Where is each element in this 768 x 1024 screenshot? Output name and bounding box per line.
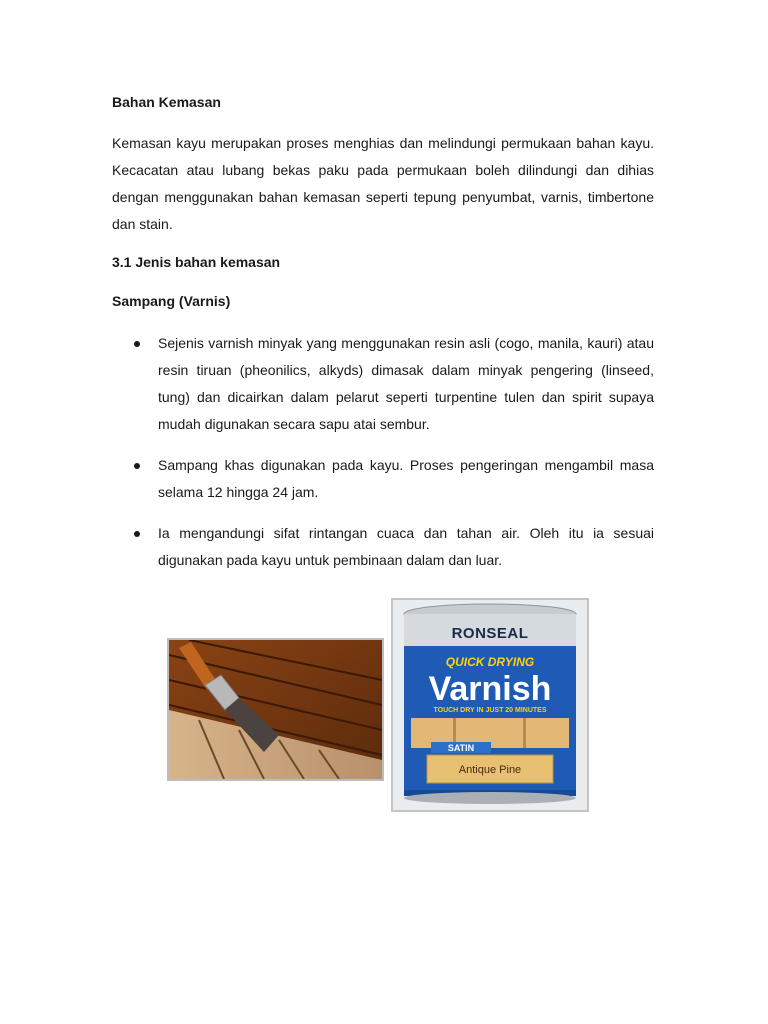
can-quick-drying: QUICK DRYING — [445, 655, 535, 669]
bullet-icon — [134, 463, 140, 469]
bullet-text: Sampang khas digunakan pada kayu. Proses pengeringan mengambil masa selama 12 hingga 24 jam. — [158, 457, 654, 500]
brush-wood-illustration — [169, 640, 382, 779]
bullet-text: Sejenis varnish minyak yang menggunakan resin asli (cogo, manila, kauri) atau resin tiruan (pheonilics, alkyds) dimasak dalam minyak pengering (linseed, tung) dan dicairkan dalam pelarut seperti turpentine tulen dan spirit supaya mudah digunakan secara sapu atai sembur. — [158, 335, 654, 432]
section-title: Bahan Kemasan — [112, 94, 221, 110]
varnish-can-illustration — [393, 600, 587, 810]
bullet-icon — [134, 341, 140, 347]
list-item — [112, 520, 654, 574]
can-product-name: Varnish — [428, 670, 552, 708]
subsection-title: 3.1 Jenis bahan kemasan — [112, 254, 281, 270]
bullet-list — [112, 330, 654, 588]
bullet-icon — [134, 531, 140, 537]
can-finish: SATIN — [447, 743, 475, 753]
bullet-text: Ia mengandungi sifat rintangan cuaca dan tahan air. Oleh itu ia sesuai digunakan pada kayu untuk pembinaan dalam dan luar. — [158, 525, 654, 568]
list-item — [112, 452, 654, 506]
brush-varnishing-photo — [167, 638, 384, 781]
can-brand: RONSEAL — [451, 625, 529, 642]
can-touch-dry: TOUCH DRY IN JUST 20 MINUTES — [433, 707, 547, 714]
varnish-can-photo — [391, 598, 589, 812]
item-title: Sampang (Varnis) — [112, 293, 231, 309]
list-item — [112, 330, 654, 438]
can-shade: Antique Pine — [458, 764, 522, 776]
intro-paragraph: Kemasan kayu merupakan proses menghias dan melindungi permukaan bahan kayu. Kecacatan atau lubang bekas paku pada permukaan boleh dilindungi dan dihias dengan menggunakan bahan kemasan seperti tepung penyumbat, varnis, timbertone dan stain. — [112, 135, 654, 232]
